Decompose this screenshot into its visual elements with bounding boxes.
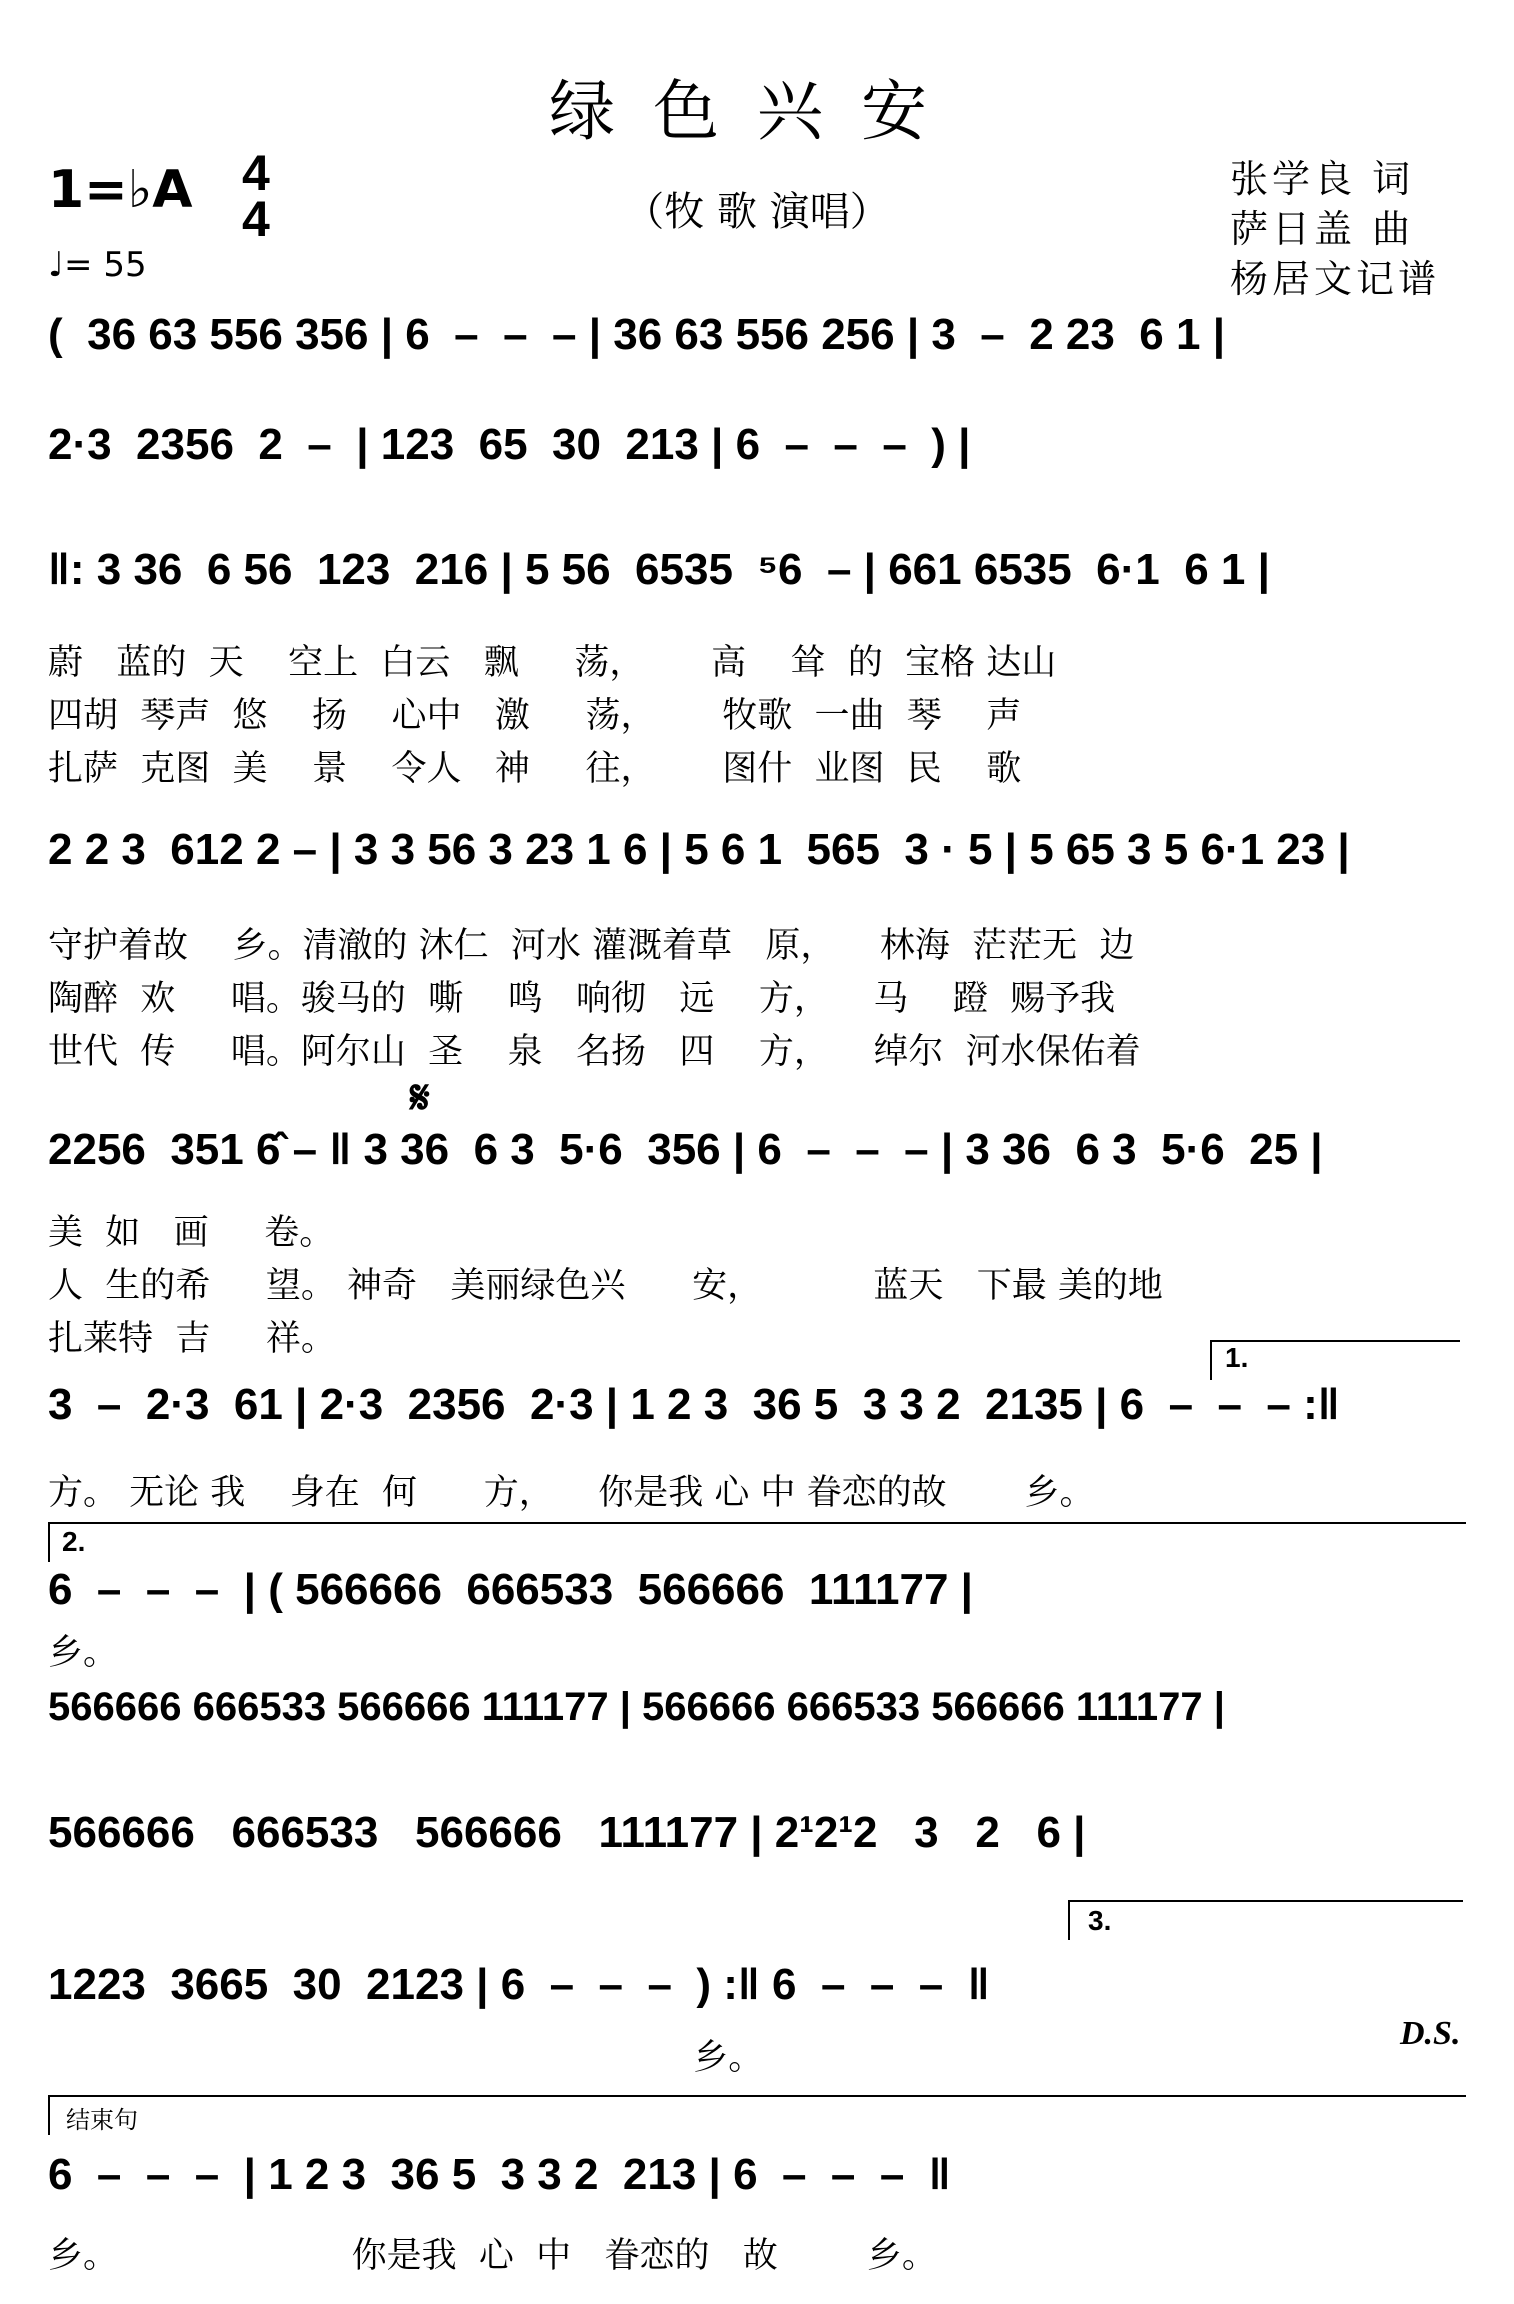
- ending-1-bracket-left: [1210, 1340, 1212, 1380]
- composer-credit: 萨日盖 曲: [1230, 207, 1415, 251]
- music-row-11: 6 – – – | 1 2 3 36 5 3 3 2 213 | 6 – – – ‖: [48, 2150, 951, 2199]
- tempo-marking: ♩= 55: [48, 245, 147, 285]
- lyric-line-7: 乡。: [48, 1633, 119, 1673]
- lyricist-credit: 张学良 词: [1230, 157, 1415, 201]
- music-row-5: 2256 351 6̂ – ‖ 3 36 6 3 5·6 356 | 6 – – – | 3 36 6 3 5·6 25 |: [48, 1125, 1323, 1174]
- lyric-line-5c: 扎莱特 吉 祥。: [48, 1319, 336, 1359]
- time-signature-top: 4: [242, 145, 270, 201]
- lyric-line-4c: 世代 传 唱。阿尔山 圣 泉 名扬 四 方， 绰尔 河水保佑着: [48, 1032, 1141, 1072]
- coda-label: 结束句: [66, 2106, 138, 2134]
- lyric-line-6: 方。 无论 我 身在 何 方， 你是我 心 中 眷恋的故 乡。: [48, 1473, 1095, 1513]
- time-signature-bottom: 4: [242, 191, 270, 247]
- key-signature: 1=♭A: [48, 160, 193, 220]
- music-row-1: ( 36 63 556 356 | 6 – – – | 36 63 556 256 | 3 – 2 23 6 1 |: [48, 310, 1225, 359]
- transcriber-credit: 杨居文记谱: [1230, 257, 1441, 301]
- lyric-line-3b: 四胡 琴声 悠 扬 心中 激 荡， 牧歌 一曲 琴 声: [48, 696, 1022, 736]
- lyric-line-3c: 扎萨 克图 美 景 令人 神 往， 图什 业图 民 歌: [48, 749, 1022, 789]
- music-row-3: ‖: 3 36 6 56 123 216 | 5 56 6535 ⁵6 – | 661 6535 6·1 6 1 |: [48, 545, 1270, 594]
- music-row-4: 2 2 3 612 2 – | 3 3 56 3 23 1 6 | 5 6 1 565 3 · 5 | 5 65 3 5 6·1 23 |: [48, 825, 1350, 874]
- lyric-line-3a: 蔚 蓝的 天 空上 白云 飘 荡， 高 耸 的 宝格 达山: [48, 643, 1057, 683]
- ending-3-label: 3.: [1088, 1905, 1112, 1936]
- coda-bracket-left: [48, 2095, 50, 2135]
- ending-3-bracket: [1068, 1900, 1463, 1902]
- song-title: 绿色兴安: [549, 73, 965, 150]
- ending-2-label: 2.: [62, 1526, 86, 1557]
- music-row-9: 566666 666533 566666 111177 | 2¹2¹2 3 2 6 |: [48, 1808, 1086, 1857]
- lyric-line-5a: 美 如 画 卷。: [48, 1213, 335, 1253]
- music-row-2: 2·3 2356 2 – | 123 65 30 213 | 6 – – – ) |: [48, 420, 971, 469]
- ending-1-label: 1.: [1225, 1342, 1249, 1373]
- lyric-line-4b: 陶醉 欢 唱。骏马的 嘶 鸣 响彻 远 方， 马 蹬 赐予我: [48, 979, 1116, 1019]
- ending-2-bracket: [48, 1522, 1466, 1524]
- segno-mark: 𝄋: [410, 1070, 430, 1124]
- music-row-8: 566666 666533 566666 111177 | 566666 666533 566666 111177 |: [48, 1685, 1225, 1729]
- music-row-7: 6 – – – | ( 566666 666533 566666 111177 |: [48, 1565, 973, 1614]
- coda-bracket: [48, 2095, 1466, 2097]
- ending-3-bracket-left: [1068, 1900, 1070, 1940]
- lyric-line-5b: 人 生的希 望。 神奇 美丽绿色兴 安， 蓝天 下最 美的地: [48, 1266, 1163, 1306]
- dal-segno-mark: D.S.: [1400, 2015, 1461, 2052]
- performer: （牧 歌 演唱）: [624, 189, 890, 235]
- lyric-line-11: 乡。 你是我 心 中 眷恋的 故 乡。: [48, 2236, 937, 2276]
- music-row-10: 1223 3665 30 2123 | 6 – – – ) :‖ 6 – – – ‖: [48, 1960, 990, 2009]
- lyric-line-4a: 守护着故 乡。清澈的 沐仁 河水 灌溉着草 原， 林海 茫茫无 边: [48, 926, 1135, 966]
- ending-2-bracket-left: [48, 1522, 50, 1562]
- lyric-line-10: 乡。: [48, 2038, 764, 2078]
- music-row-6: 3 – 2·3 61 | 2·3 2356 2·3 | 1 2 3 36 5 3 3 2 2135 | 6 – – – :‖: [48, 1380, 1340, 1429]
